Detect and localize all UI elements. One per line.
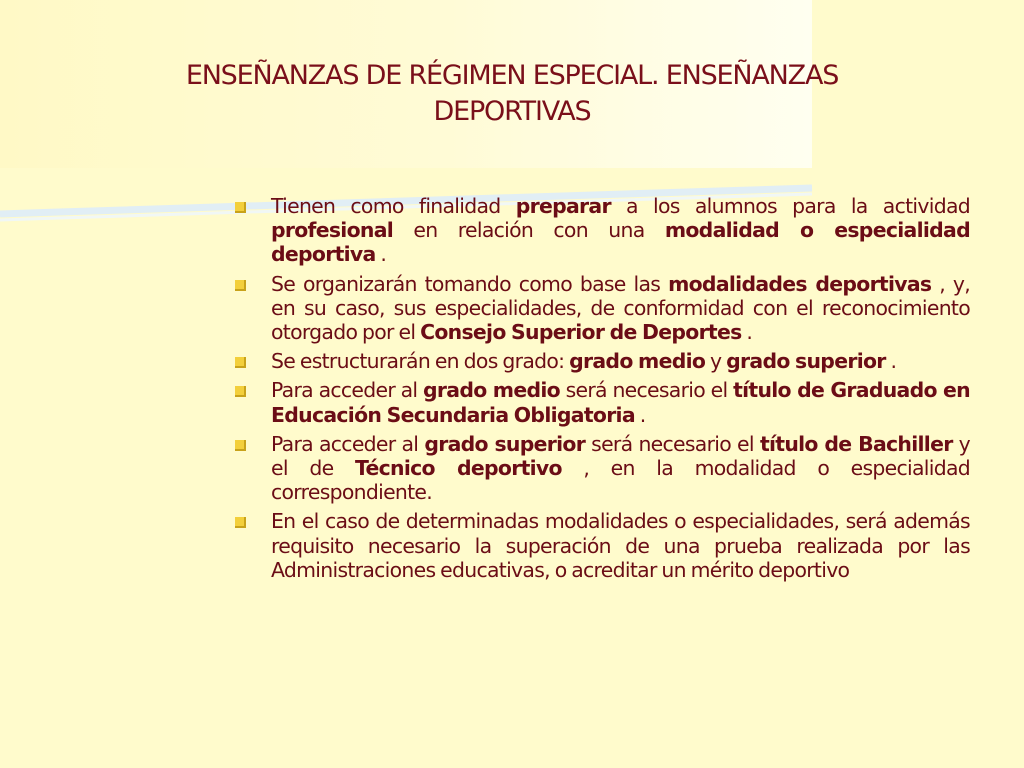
square-bullet-icon	[235, 386, 246, 397]
bullet-emphasis: Técnico deportivo	[355, 456, 562, 481]
bullet-text-segment: , y, en su caso, sus especialidades, de conformidad con el reconocimiento otorgado por el	[271, 271, 971, 345]
content-area	[232, 194, 970, 587]
bullet-emphasis: modalidades deportivas	[668, 271, 932, 296]
bullet-text-segment: , en la modalidad o especialidad correspondiente.	[271, 456, 971, 505]
bullet-emphasis: profesional	[271, 218, 394, 243]
bullet-text	[271, 378, 970, 426]
bullet-text-segment: y el de	[271, 431, 970, 481]
bullet-text	[271, 272, 970, 344]
bullet-item	[232, 378, 970, 426]
bullet-text-segment: a los alumnos para la actividad	[610, 194, 970, 218]
bullet-emphasis: modalidad o especialidad deportiva	[271, 218, 970, 267]
bullet-item	[232, 272, 970, 345]
bullet-list	[232, 194, 970, 582]
bullet-text-segment: Se organizarán tomando como base las	[271, 271, 669, 296]
title-line-1: ENSEÑANZAS DE RÉGIMEN ESPECIAL. ENSEÑANZAS	[185, 60, 839, 91]
bullet-text-segment: será necesario el	[585, 431, 760, 456]
bullet-item	[232, 509, 970, 582]
bullet-item	[232, 194, 970, 267]
bullet-emphasis: título de Bachiller	[759, 431, 953, 456]
bullet-text	[271, 509, 970, 581]
bullet-text-segment: y	[705, 349, 727, 374]
bullet-text-segment: Tienen como finalidad	[271, 194, 516, 218]
bullet-text-segment: .	[885, 349, 897, 374]
bullet-text-segment: será necesario el	[559, 378, 734, 403]
square-bullet-icon	[235, 280, 246, 291]
bullet-text-segment: Se estructurarán en dos grado:	[271, 349, 570, 374]
bullet-text-segment: Para acceder al	[271, 378, 424, 403]
bullet-emphasis: grado superior	[726, 349, 886, 374]
slide-title	[60, 58, 964, 130]
square-bullet-icon	[235, 440, 246, 451]
bullet-text-segment: .	[375, 242, 387, 267]
bullet-text	[271, 349, 896, 373]
square-bullet-icon	[235, 202, 246, 213]
bullet-text	[271, 432, 970, 504]
bullet-emphasis: título de Graduado en Educación Secundaria Obligatoria	[271, 378, 970, 427]
bullet-text-segment: .	[741, 320, 753, 345]
bullet-text-segment: .	[634, 402, 646, 427]
square-bullet-icon	[235, 517, 246, 528]
bullet-emphasis: grado medio	[569, 349, 706, 374]
bullet-emphasis: preparar	[515, 194, 611, 218]
square-bullet-icon	[235, 357, 246, 368]
bullet-emphasis: Consejo Superior de Deportes	[420, 320, 742, 345]
title-line-2: DEPORTIVAS	[433, 96, 591, 127]
bullet-text	[271, 194, 970, 266]
bullet-text-segment: Para acceder al	[271, 431, 425, 456]
bullet-emphasis: grado medio	[423, 378, 560, 403]
bullet-item	[232, 432, 970, 505]
bullet-item	[232, 349, 970, 373]
bullet-text-segment: En el caso de determinadas modalidades o especialidades, será además requisito necesario la superación de una prueba realizada por las Administraciones educativas, o acreditar un mérito deportivo	[271, 509, 970, 582]
bullet-emphasis: grado superior	[424, 431, 586, 456]
bullet-text-segment: en relación con una	[393, 218, 665, 243]
